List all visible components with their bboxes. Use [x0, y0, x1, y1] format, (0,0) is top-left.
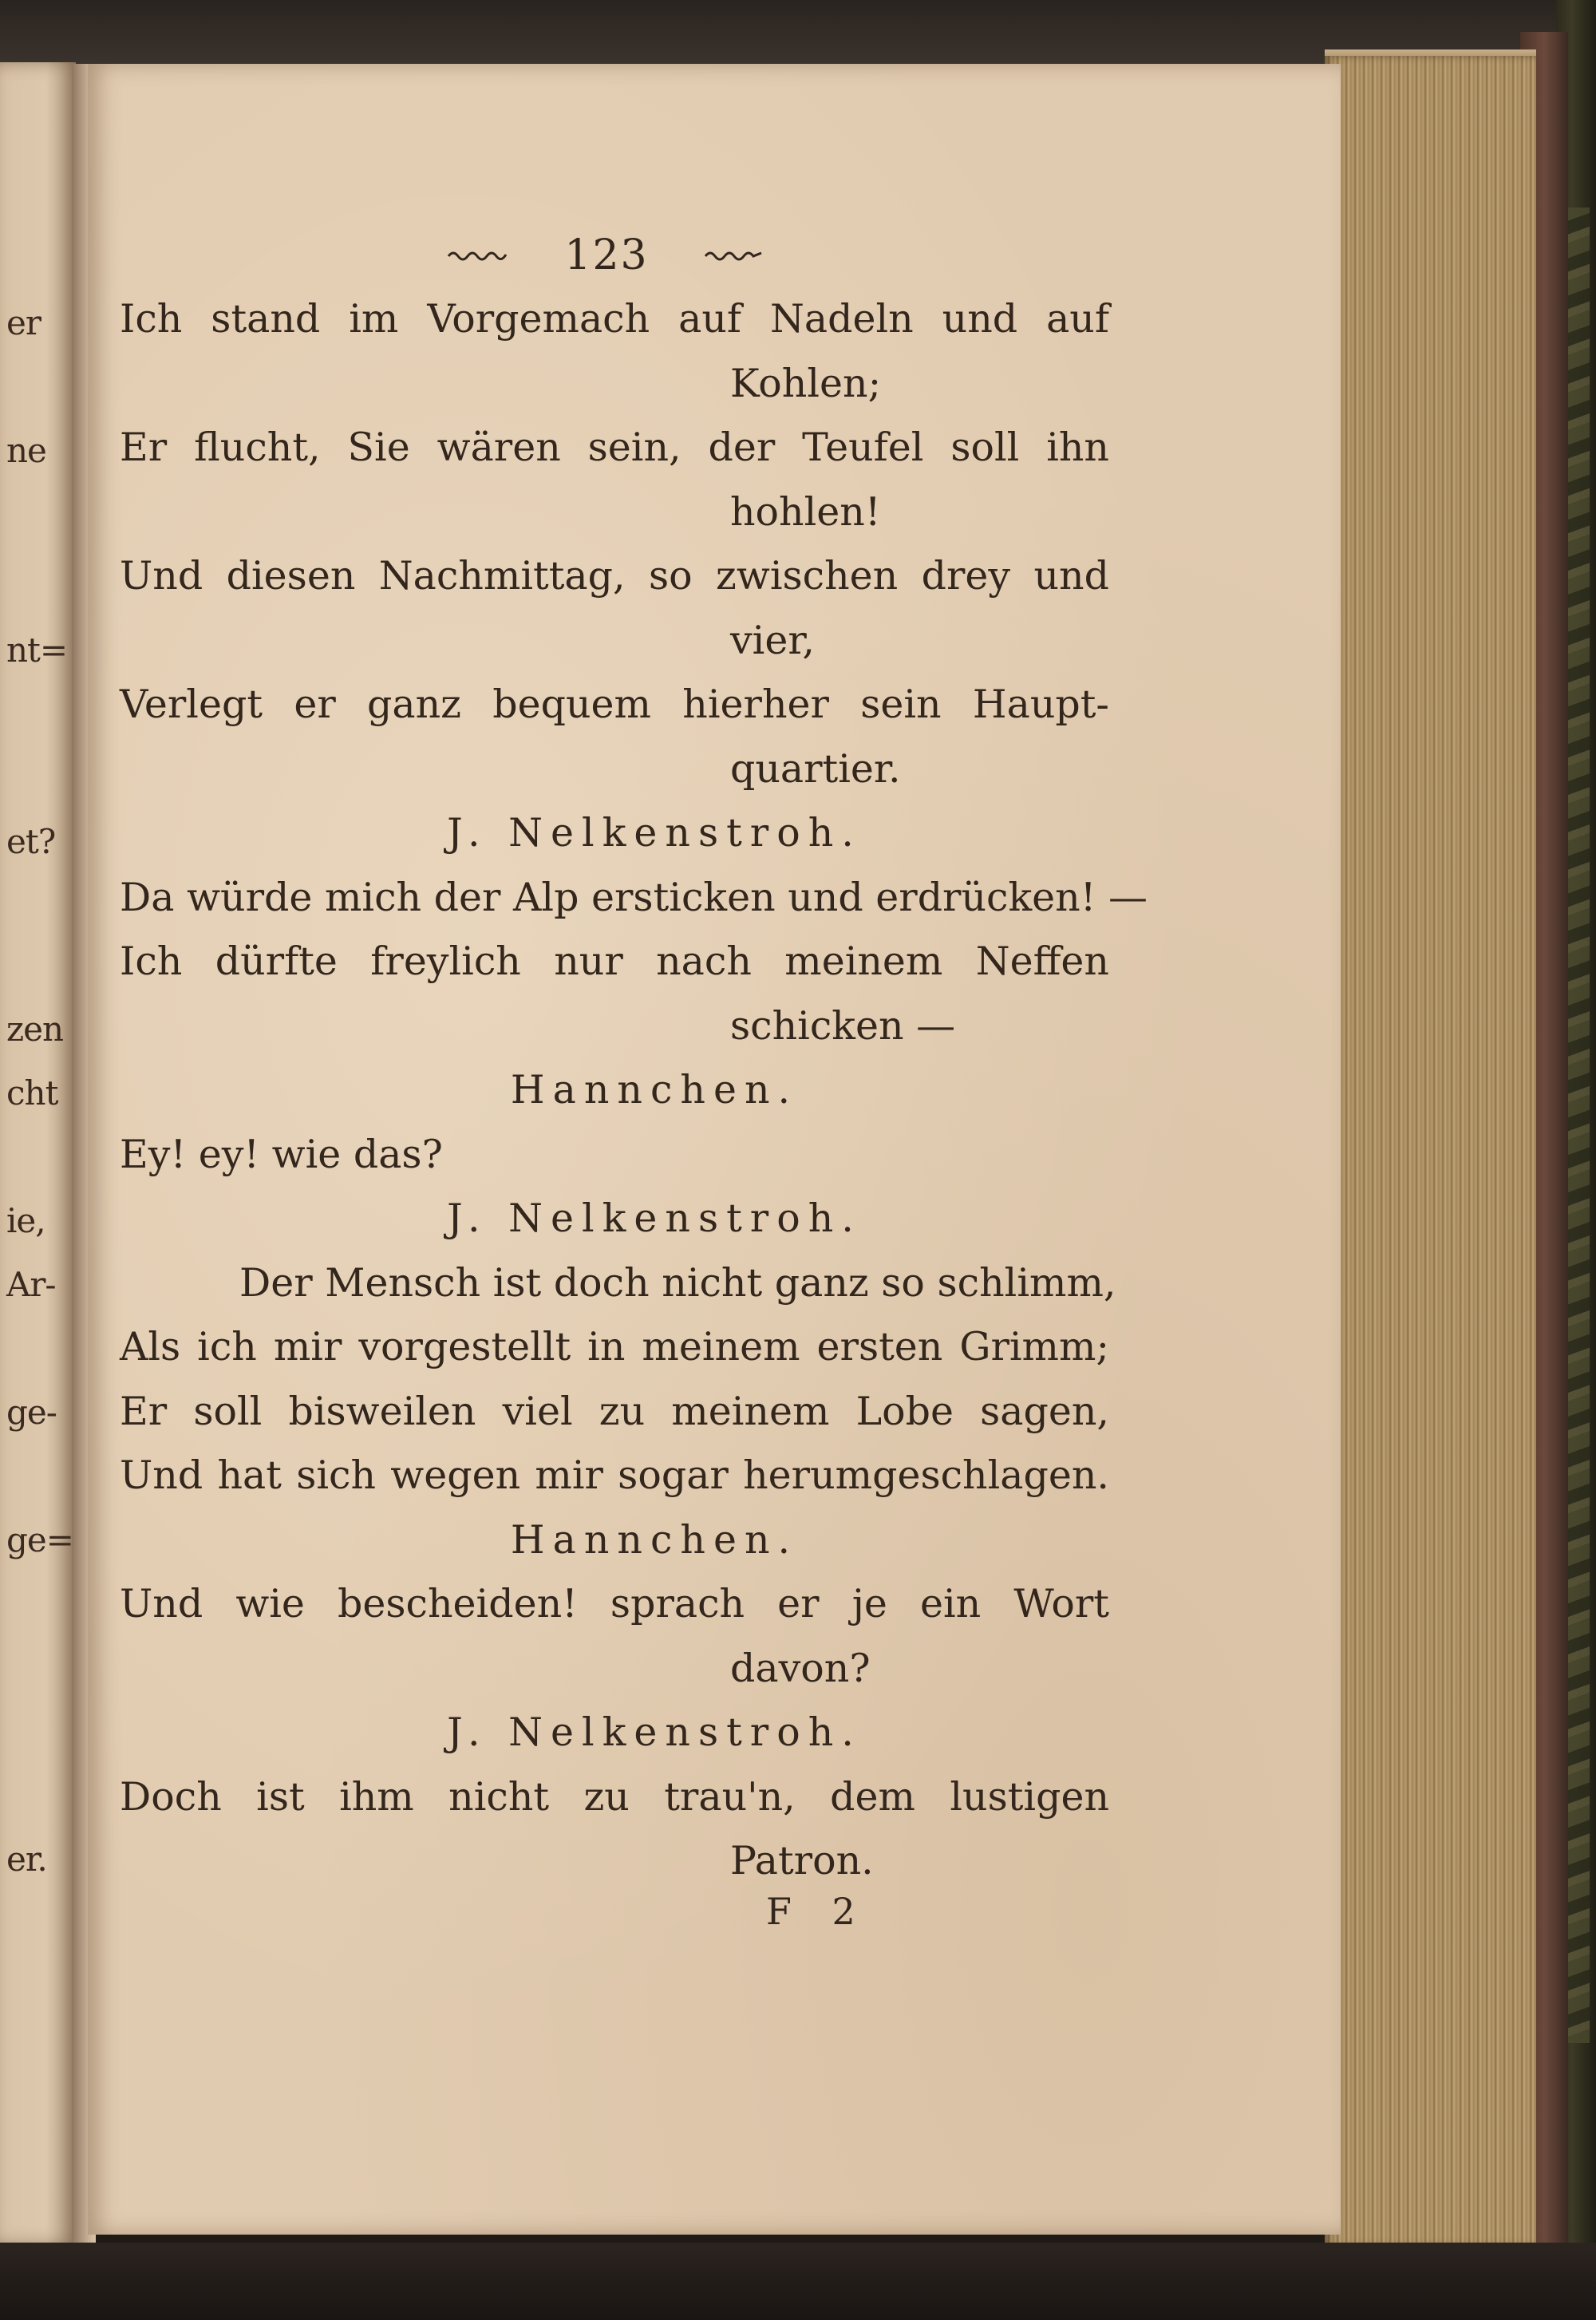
verse-continuation: hohlen!: [730, 488, 881, 535]
left-page-fragment: ge-: [6, 1393, 57, 1432]
speaker-name: J. Nelkenstroh.: [447, 810, 862, 856]
verse-line: Ey! ey! wie das?: [120, 1131, 443, 1177]
page-number: 123: [564, 231, 649, 279]
verse-line: Er flucht, Sie wären sein, der Teufel soll ihn: [120, 425, 1109, 470]
left-page-fragment: ge=: [6, 1520, 73, 1559]
verse-line: Ich stand im Vorgemach auf Nadeln und auf: [120, 296, 1109, 342]
verse-continuation: Patron.: [730, 1838, 874, 1883]
verse-line: Der Mensch ist doch nicht ganz so schlimm,: [239, 1259, 1116, 1306]
speaker-name: Hannchen.: [510, 1067, 799, 1113]
verse-continuation: Kohlen;: [730, 360, 882, 406]
verse-line: Und hat sich wegen mir sogar herumgeschlagen.: [120, 1452, 1109, 1498]
left-page-fragment: nt=: [6, 630, 68, 670]
speaker-name: Hannchen.: [510, 1516, 799, 1563]
speaker-name: J. Nelkenstroh.: [447, 1709, 862, 1755]
left-page-fragment: er: [6, 303, 41, 342]
verse-continuation: schicken —: [730, 1002, 956, 1049]
verse-line: Und wie bescheiden! sprach er je ein Wort: [120, 1581, 1109, 1626]
verse-continuation: vier,: [730, 617, 815, 663]
left-page-fragment: et?: [6, 822, 56, 861]
left-page-fragment: zen: [6, 1010, 64, 1049]
left-page-fragment: ie,: [6, 1201, 45, 1240]
verse-line: Da würde mich der Alp ersticken und erdrücken! —: [120, 874, 1148, 920]
text-block: [120, 214, 1148, 1894]
verse-line: Er soll bisweilen viel zu meinem Lobe sagen,: [120, 1388, 1109, 1434]
left-page-fragment: er.: [6, 1840, 47, 1879]
left-page-fragment: Ar-: [6, 1265, 56, 1304]
book-cover-bottom: [0, 2243, 1596, 2320]
left-page: [0, 62, 76, 2245]
verse-continuation: quartier.: [730, 745, 901, 792]
verse-continuation: davon?: [730, 1645, 871, 1691]
verse-line: Ich dürfte freylich nur nach meinem Neffen: [120, 939, 1109, 984]
verse-line: Doch ist ihm nicht zu trau'n, dem lustigen: [120, 1773, 1109, 1820]
speaker-name: J. Nelkenstroh.: [447, 1196, 862, 1241]
verse-line: Und diesen Nachmittag, so zwischen drey und: [120, 553, 1109, 599]
verse-line: Verlegt er ganz bequem hierher sein Haupt-: [120, 682, 1109, 727]
left-page-fragment: cht: [6, 1073, 58, 1113]
verse-line: Als ich mir vorgestellt in meinem ersten Grimm;: [120, 1324, 1109, 1369]
printer-signature: F 2: [766, 1890, 870, 1933]
page-block-edges: [1325, 56, 1536, 2247]
left-page-fragment: ne: [6, 431, 46, 470]
